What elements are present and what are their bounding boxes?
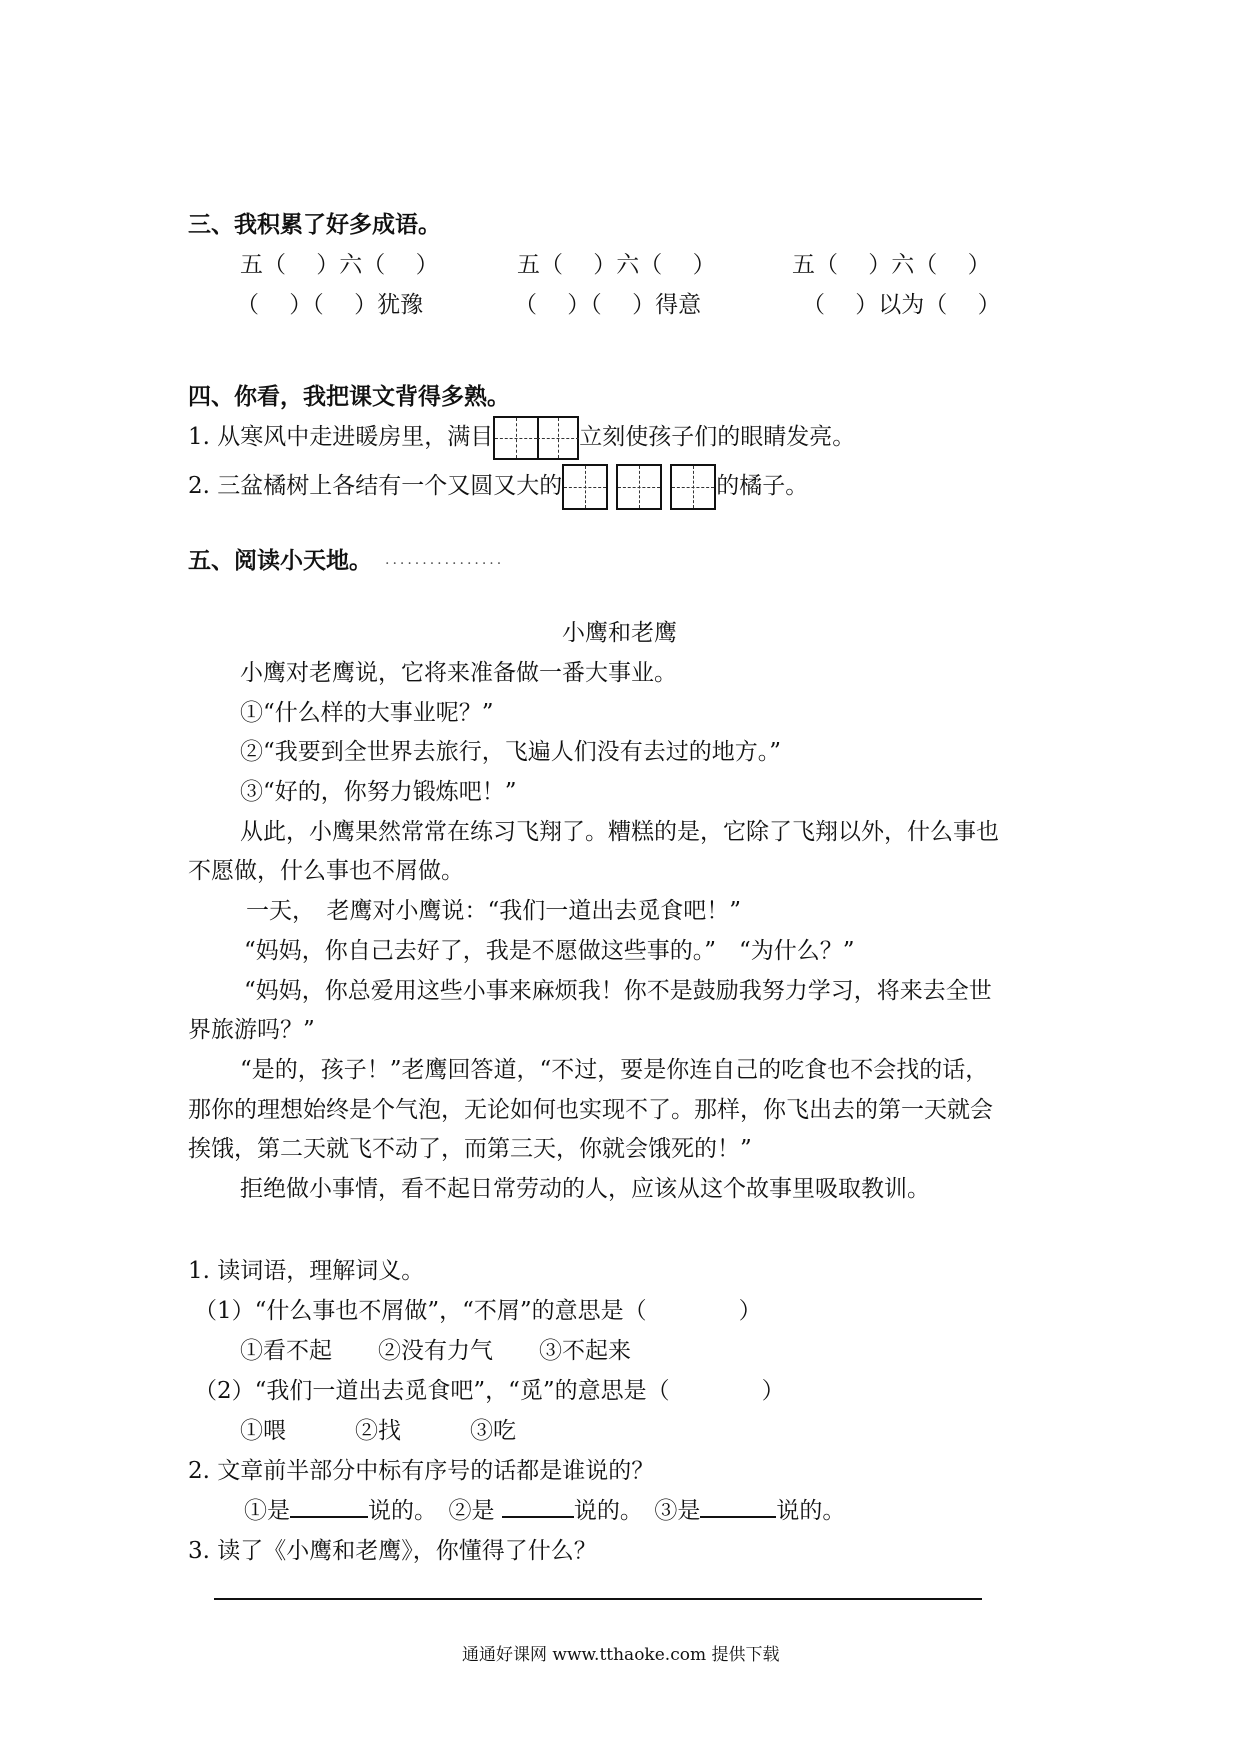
recite-question-1 xyxy=(188,416,855,460)
answer-1-label: ①是 xyxy=(244,1498,290,1524)
idiom-row1-item2: 五（ ）六（ ） xyxy=(517,252,716,278)
question-3: 3. 读了《小鹰和老鹰》，你懂得了什么？ xyxy=(188,1538,597,1564)
story-paragraph-8b: 界旅游吗？” xyxy=(188,1017,315,1043)
story-paragraph-6: 一天， 老鹰对小鹰说：“我们一道出去觅食吧！” xyxy=(246,898,742,924)
question-1-1: （1）“什么事也不屑做”，“不屑”的意思是（ ） xyxy=(194,1298,762,1324)
answer-1-blank[interactable] xyxy=(290,1516,368,1518)
question-1-2: （2）“我们一道出去觅食吧”，“觅”的意思是（ ） xyxy=(194,1378,785,1404)
answer-3-blank[interactable] xyxy=(700,1516,776,1518)
idiom-row1-item3: 五（ ）六（ ） xyxy=(792,252,991,278)
story-paragraph-5b: 不愿做，什么事也不屑做。 xyxy=(188,858,464,884)
idiom-row2-item1: （ ）（ ）犹豫 xyxy=(236,292,424,318)
question-2: 2. 文章前半部分中标有序号的话都是谁说的？ xyxy=(188,1458,655,1484)
recite-q1-suffix: 立刻使孩子们的眼睛发亮。 xyxy=(579,424,856,450)
story-paragraph-1: 小鹰对老鹰说，它将来准备做一番大事业。 xyxy=(240,660,677,686)
answer-2-label: 说的。 ②是 xyxy=(368,1498,502,1524)
section-3-heading: 三、我积累了好多成语。 xyxy=(188,212,441,238)
story-paragraph-9b: 那你的理想始终是个气泡，无论如何也实现不了。那样，你飞出去的第一天就会 xyxy=(188,1097,993,1123)
recite-q2-suffix: 的橘子。 xyxy=(716,473,809,499)
answer-line[interactable] xyxy=(214,1598,982,1600)
story-paragraph-8a: “妈妈，你总爱用这些小事来麻烦我！你不是鼓励我努力学习，将来去全世 xyxy=(244,978,992,1004)
footer-text: 通通好课网 www.tthaoke.com 提供下载 xyxy=(462,1645,780,1665)
writing-grid-4cells[interactable] xyxy=(493,416,579,460)
story-paragraph-7: “妈妈，你自己去好了，我是不愿做这些事的。” “为什么？” xyxy=(244,938,855,964)
answer-3-label: 说的。 ③是 xyxy=(573,1498,701,1524)
idiom-row2-item3: （ ）以为（ ） xyxy=(802,292,1001,318)
story-paragraph-9c: 挨饿，第二天就飞不动了，而第三天，你就会饿死的！” xyxy=(188,1136,752,1162)
writing-grid-b[interactable] xyxy=(616,464,662,510)
recite-q2-prefix: 2. 三盆橘树上各结有一个又圆又大的 xyxy=(188,473,563,499)
story-paragraph-4: ③“好的，你努力锻炼吧！” xyxy=(240,779,517,805)
recite-q1-prefix: 1. 从寒风中走进暖房里，满目 xyxy=(188,424,494,450)
story-paragraph-10: 拒绝做小事情，看不起日常劳动的人，应该从这个故事里吸取教训。 xyxy=(240,1176,930,1202)
heading-dots: ................ xyxy=(385,552,505,568)
story-paragraph-2: ①“什么样的大事业呢？” xyxy=(240,700,494,726)
recite-question-2 xyxy=(188,464,808,510)
section-4-heading: 四、你看，我把课文背得多熟。 xyxy=(188,384,510,410)
question-1-1-options: ①看不起 ②没有力气 ③不起来 xyxy=(240,1338,631,1364)
idiom-row2-item2: （ ）（ ）得意 xyxy=(514,292,702,318)
story-paragraph-9a: “是的，孩子！”老鹰回答道，“不过，要是你连自己的吃食也不会找的话， xyxy=(240,1057,989,1083)
question-1: 1. 读词语，理解词义。 xyxy=(188,1258,425,1284)
story-paragraph-5a: 从此，小鹰果然常常在练习飞翔了。糟糕的是，它除了飞翔以外，什么事也 xyxy=(240,819,999,845)
answer-2-blank[interactable] xyxy=(502,1516,574,1518)
idiom-row1-item1: 五（ ）六（ ） xyxy=(240,252,439,278)
question-1-2-options: ①喂 ②找 ③吃 xyxy=(240,1418,516,1444)
story-paragraph-3: ②“我要到全世界去旅行，飞遍人们没有去过的地方。” xyxy=(240,739,782,765)
answer-end-label: 说的。 xyxy=(776,1498,846,1524)
section-5-heading: 五、阅读小天地。 xyxy=(188,548,372,574)
writing-grid-c[interactable] xyxy=(670,464,716,510)
question-2-answers xyxy=(244,1492,845,1525)
writing-grid-a[interactable] xyxy=(562,464,608,510)
story-title: 小鹰和老鹰 xyxy=(562,620,677,646)
